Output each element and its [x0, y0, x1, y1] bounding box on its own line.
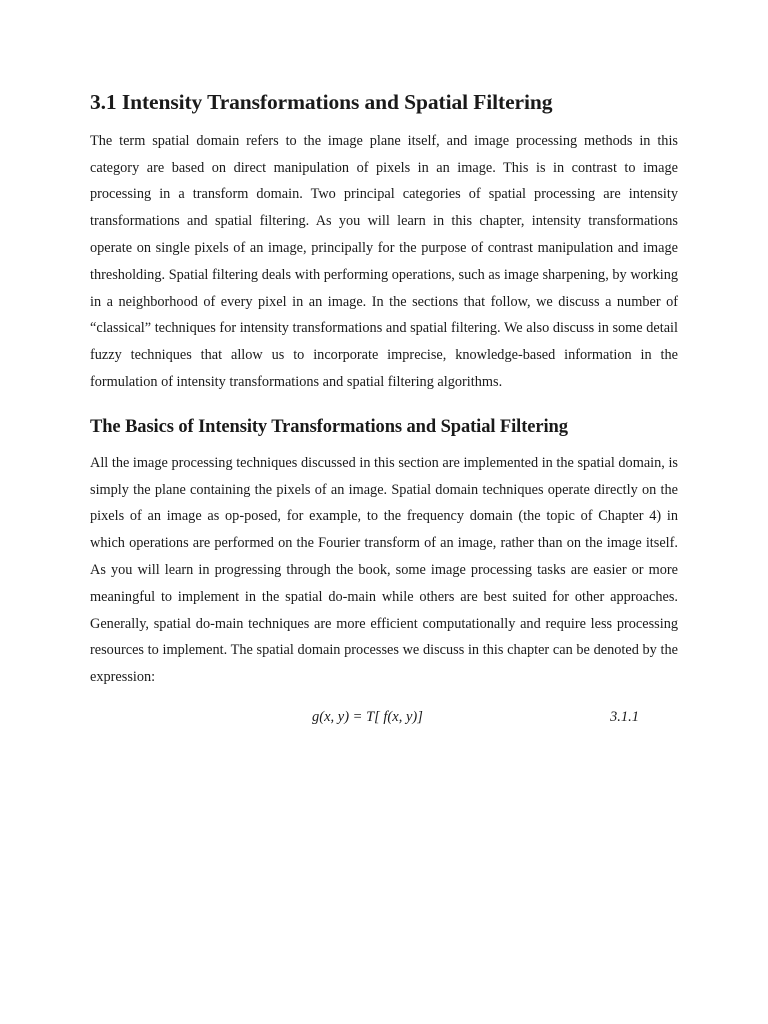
equation-expression: g(x, y) = T[ f(x, y)]: [312, 709, 423, 726]
subsection-title: The Basics of Intensity Transformations and Spatial Filtering: [90, 416, 568, 437]
equation-row: [90, 709, 678, 735]
section-paragraph: The term spatial domain refers to the image plane itself, and image processing methods in this category are based on direct manipulation of pixels in an image. This is in contrast to image processing in a transform domain. Two principal categories of spatial processing are intensity transformations and spatial filtering. As you will learn in this chapter, intensity transformations operate on single pixels of an image, principally for the purpose of contrast manipulation and image thresholding. Spatial filtering deals with performing operations, such as image sharpening, by working in a neighborhood of every pixel in an image. In the sections that follow, we discuss a number of “classical” techniques for intensity transformations and spatial filtering. We also discuss in some detail fuzzy techniques that allow us to incorporate imprecise, knowledge-based information in the formulation of intensity transformations and spatial filtering algorithms.: [90, 132, 678, 390]
subsection-paragraph: All the image processing techniques discussed in this section are implemented in the spatial domain, is simply the plane containing the pixels of an image. Spatial domain techniques operate directly on the pixels of an image as op-posed, for example, to the frequency domain (the topic of Chapter 4) in which operations are performed on the Fourier transform of an image, rather than on the image itself. As you will learn in progressing through the book, some image processing tasks are easier or more meaningful to implement in the spatial do-main while others are best suited for other approaches. Generally, spatial do-main techniques are more efficient computationally and require less processing resources to implement. The spatial domain processes we discuss in this chapter can be denoted by the expression:: [90, 454, 678, 686]
equation-number: 3.1.1: [610, 709, 639, 726]
document-page: [90, 90, 678, 735]
section-title: 3.1 Intensity Transformations and Spatial Filtering: [90, 90, 553, 114]
